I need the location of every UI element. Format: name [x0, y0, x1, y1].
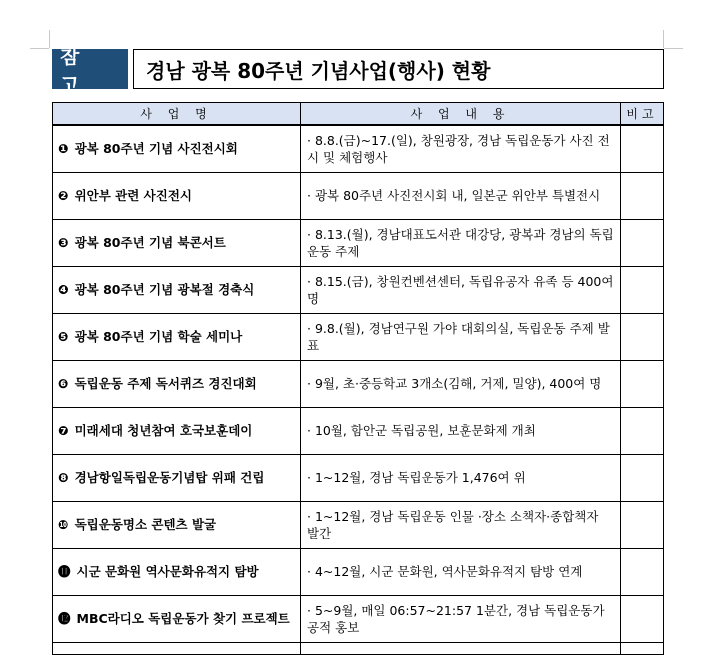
project-name: MBC라디오 독립운동가 찾기 프로젝트	[76, 611, 290, 626]
header-name: 사 업 명	[53, 103, 301, 126]
table-row	[53, 360, 664, 407]
empty-cell	[53, 642, 301, 654]
project-note	[621, 595, 664, 642]
project-name-cell	[53, 313, 301, 360]
project-name: 독립운동명소 콘텐츠 발굴	[74, 517, 217, 532]
page-corner-mark	[49, 30, 50, 48]
project-name-cell	[53, 172, 301, 219]
project-content: · 9월, 초·중등학교 3개소(김해, 거제, 밀양), 400여 명	[301, 360, 621, 407]
table-row	[53, 595, 664, 642]
project-content: · 9.8.(월), 경남연구원 가야 대회의실, 독립운동 주제 발표	[301, 313, 621, 360]
project-content: · 5~9월, 매일 06:57~21:57 1분간, 경남 독립운동가 공적 홍보	[301, 595, 621, 642]
project-note	[621, 548, 664, 595]
table-row	[53, 219, 664, 266]
page-corner-mark	[664, 48, 683, 49]
project-name-cell	[53, 454, 301, 501]
project-note	[621, 172, 664, 219]
project-note	[621, 501, 664, 548]
project-content: · 1~12월, 경남 독립운동 인물 ·장소 소책자·종합책자 발간	[301, 501, 621, 548]
reference-badge: 참 고	[52, 49, 128, 89]
project-content: · 광복 80주년 사진전시회 내, 일본군 위안부 특별전시	[301, 172, 621, 219]
project-name-cell	[53, 501, 301, 548]
item-number: ❷	[58, 188, 69, 203]
project-content: · 4~12월, 시군 문화원, 역사문화유적지 탐방 연계	[301, 548, 621, 595]
table-row	[53, 501, 664, 548]
project-name-cell	[53, 266, 301, 313]
project-content: · 10월, 함안군 독립공원, 보훈문화제 개최	[301, 407, 621, 454]
item-number: ❻	[58, 376, 69, 391]
page-corner-mark	[663, 30, 664, 48]
project-name: 독립운동 주제 독서퀴즈 경진대회	[74, 376, 257, 391]
project-content: · 8.8.(금)~17.(일), 창원광장, 경남 독립운동가 사진 전시 및 체험행사	[301, 125, 621, 172]
project-note	[621, 125, 664, 172]
project-name-cell	[53, 125, 301, 172]
table-row	[53, 313, 664, 360]
project-name-cell	[53, 548, 301, 595]
project-name: 광복 80주년 기념 광복절 경축식	[74, 282, 255, 297]
project-note	[621, 219, 664, 266]
project-name: 위안부 관련 사진전시	[74, 188, 192, 203]
table-row	[53, 548, 664, 595]
project-name-cell	[53, 407, 301, 454]
item-number: ❶	[58, 141, 69, 157]
table-row	[53, 266, 664, 313]
project-name: 광복 80주년 기념 북콘서트	[74, 235, 226, 250]
item-number: ❸	[58, 235, 69, 250]
item-number: ❹	[58, 282, 69, 297]
project-note	[621, 407, 664, 454]
item-number: ⓫	[58, 564, 71, 579]
table-row	[53, 407, 664, 454]
project-name-cell	[53, 219, 301, 266]
item-number: ⓬	[58, 611, 71, 626]
page-corner-mark	[30, 48, 49, 49]
header-content: 사 업 내 용	[301, 103, 621, 126]
project-note	[621, 360, 664, 407]
project-name: 미래세대 청년참여 호국보훈데이	[74, 423, 253, 438]
project-name: 광복 80주년 기념 사진전시회	[74, 141, 238, 157]
project-note	[621, 454, 664, 501]
item-number: ❺	[58, 329, 69, 344]
page-title: 경남 광복 80주년 기념사업(행사) 현황	[133, 49, 664, 89]
table-row	[53, 172, 664, 219]
project-name-cell	[53, 595, 301, 642]
project-content: · 8.15.(금), 창원컨벤션센터, 독립유공자 유족 등 400여 명	[301, 266, 621, 313]
events-table	[52, 102, 664, 655]
title-row	[52, 44, 664, 97]
item-number: ❿	[58, 517, 69, 532]
table-row	[53, 642, 664, 654]
project-name: 경남항일독립운동기념탑 위패 건립	[74, 470, 265, 485]
project-content: · 8.13.(월), 경남대표도서관 대강당, 광복과 경남의 독립운동 주제	[301, 219, 621, 266]
empty-cell	[301, 642, 621, 654]
table-header-row	[53, 103, 664, 126]
project-content: · 1~12월, 경남 독립운동가 1,476여 위	[301, 454, 621, 501]
empty-cell	[621, 642, 664, 654]
item-number: ❼	[58, 423, 69, 438]
table-row	[53, 125, 664, 172]
project-name-cell	[53, 360, 301, 407]
project-note	[621, 266, 664, 313]
header-note: 비고	[621, 103, 664, 126]
project-name: 광복 80주년 기념 학술 세미나	[74, 329, 243, 344]
project-note	[621, 313, 664, 360]
item-number: ❽	[58, 470, 69, 485]
project-name: 시군 문화원 역사문화유적지 탐방	[76, 564, 259, 579]
table-row	[53, 454, 664, 501]
